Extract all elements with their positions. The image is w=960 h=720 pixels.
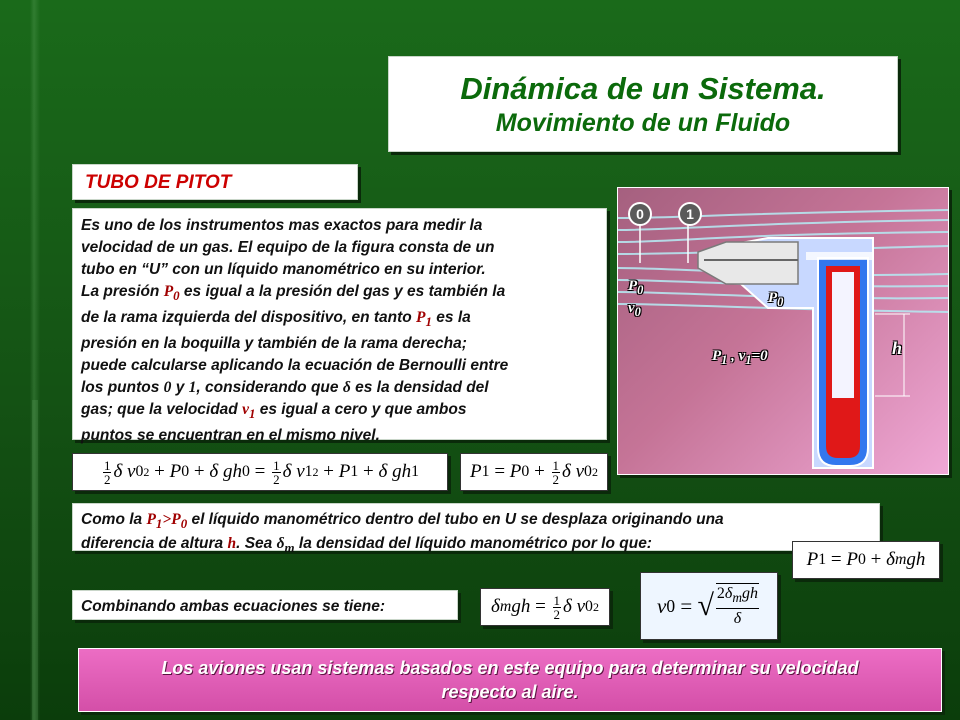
background-stripe: [32, 400, 38, 720]
section-label-box: [72, 164, 358, 200]
p0-right-label: $P_0$: [768, 290, 784, 309]
combine-text-box: [72, 590, 458, 620]
description-box: [72, 208, 607, 445]
pressure-equation: P 1 = P 0 + $\frac{1}{2}$ δ v 0 2: [460, 453, 608, 491]
description-line: tubo en “U” con un líquido manométrico en su interior.: [81, 261, 486, 278]
p1-symbol: $P_1$: [416, 309, 432, 330]
h-label: h: [892, 338, 903, 358]
footer-banner: [78, 648, 942, 712]
p1-v1-label: $P_1$ , $v_1=0$: [712, 348, 768, 367]
section-label: TUBO DE PITOT: [85, 172, 232, 193]
manometer-text-box: [72, 503, 880, 556]
velocity-equation: v 0 = √ $\frac{2\delta_mgh}{\delta}$: [640, 572, 778, 640]
pitot-tube-svg: [618, 188, 948, 474]
p0-symbol: $P_0$: [163, 283, 180, 304]
footer-line: Los aviones usan sistemas basados en este equipo para determinar su velocidad: [161, 658, 859, 678]
v1-symbol: $v_1$: [242, 401, 256, 422]
title-box: [388, 56, 898, 152]
delta-symbol: δ: [342, 379, 351, 397]
description-line: puede calcularse aplicando la ecuación de Bernoulli entre: [81, 357, 509, 375]
page-title: Dinámica de un Sistema.: [460, 71, 826, 106]
manometer-line: diferencia de altura h. Sea $\delta_m$ la densidad del líquido manométrico por lo que:: [81, 535, 652, 556]
description-text: [81, 215, 598, 447]
description-line: Es uno de los instrumentos mas exactos para medir la: [81, 217, 483, 234]
point-1-marker: 1: [678, 202, 702, 226]
combined-equation: δ m gh = $\frac{1}{2}$ δ v 0 2: [480, 588, 610, 626]
combine-text: Combinando ambas ecuaciones se tiene:: [81, 598, 386, 615]
v0-label: $v_0$: [628, 300, 641, 319]
description-line: gas; que la velocidad $v_1$ es igual a cero y que ambos: [81, 401, 467, 422]
description-line: los puntos 0 y 1, considerando que δ es la densidad del: [81, 379, 489, 397]
manometer-line: Como la $P_1>P_0$ el líquido manométrico dentro del tubo en U se desplaza originando una: [81, 511, 724, 532]
pitot-tube-diagram: [617, 187, 949, 475]
description-line: La presión $P_0$ es igual a la presión del gas y es también la: [81, 283, 506, 304]
description-line: de la rama izquierda del dispositivo, en tanto $P_1$ es la: [81, 309, 471, 330]
description-line: puntos se encuentran en el mismo nivel.: [81, 427, 380, 445]
page-subtitle: Movimiento de un Fluido: [495, 109, 791, 137]
manometer-text: [81, 510, 871, 558]
manometer-equation: P 1 = P 0 + δ m gh: [792, 541, 940, 579]
description-line: velocidad de un gas. El equipo de la figura consta de un: [81, 239, 495, 256]
footer-line: respecto al aire.: [441, 682, 579, 702]
bernoulli-equation: $\frac{1}{2}$ δ v 0 2 + P 0 + δ gh 0 = $\frac{1}{2}$ δ v 1 2 + P 1 + δ gh 1: [72, 453, 448, 491]
point-0-marker: 0: [628, 202, 652, 226]
p0-left-label: $P_0$: [628, 278, 644, 297]
description-line: presión en la boquilla y también de la rama derecha;: [81, 335, 467, 353]
